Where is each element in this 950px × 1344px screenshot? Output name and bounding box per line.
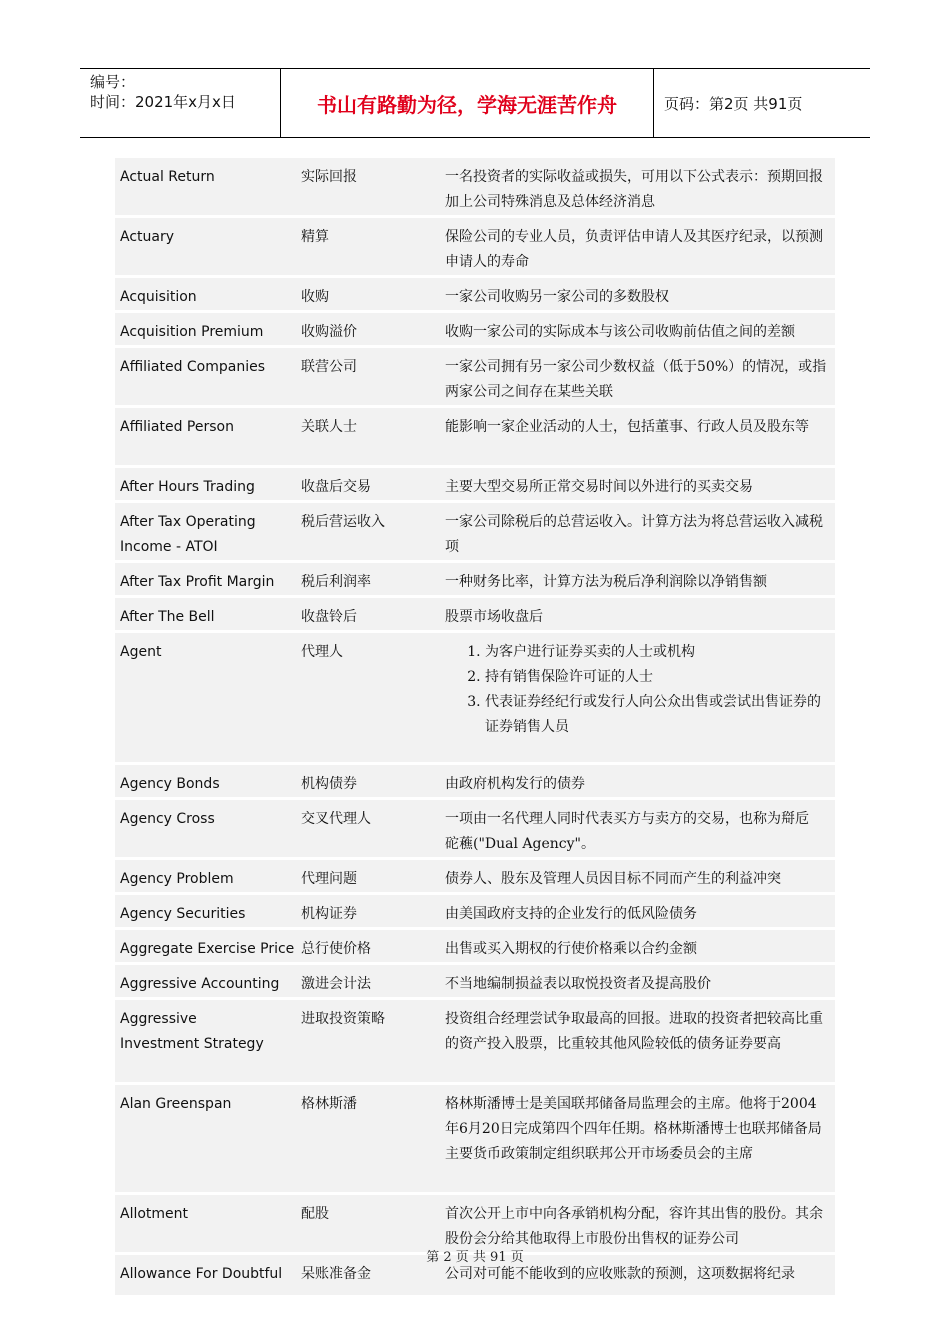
term-definition: 主要大型交易所正常交易时间以外进行的买卖交易 (445, 479, 753, 495)
term-chinese: 联营公司 (301, 359, 357, 375)
term-chinese: 代理问题 (301, 871, 357, 887)
term-chinese: 税后利润率 (301, 574, 371, 590)
term-chinese: 收盘铃后 (301, 609, 357, 625)
table-row (115, 563, 835, 595)
term-definition (440, 633, 835, 762)
term-english: After Hours Trading (120, 479, 255, 495)
term-english: After Tax Operating Income - ATOI (120, 514, 256, 555)
table-row (115, 503, 835, 560)
term-definition: 一种财务比率，计算方法为税后净利润除以净销售额 (445, 574, 767, 590)
term-chinese: 关联人士 (301, 419, 357, 435)
table-row (115, 633, 835, 762)
table-row (115, 313, 835, 345)
header-motto: 书山有路勤为径，学海无涯苦作舟 (281, 69, 654, 137)
term-english: Agency Problem (120, 871, 234, 887)
term-english: Agency Cross (120, 811, 215, 827)
term-definition: 一家公司拥有另一家公司少数权益（低于50%）的情况，或指两家公司之间存在某些关联 (445, 359, 827, 400)
table-row (115, 860, 835, 892)
term-definition: 由政府机构发行的债券 (445, 776, 585, 792)
header-time-label: 时间：2021年x月x日 (90, 93, 236, 111)
term-english: After Tax Profit Margin (120, 574, 275, 590)
table-row (115, 348, 835, 405)
term-definition: 一家公司收购另一家公司的多数股权 (445, 289, 669, 305)
table-row (115, 800, 835, 857)
table-row (115, 765, 835, 797)
term-definition: 公司对可能不能收到的应收账款的预测，这项数据将纪录 (445, 1266, 795, 1282)
term-english: Actuary (120, 229, 175, 245)
table-row (115, 218, 835, 275)
term-chinese: 税后营运收入 (301, 514, 385, 530)
table-row (115, 895, 835, 927)
term-chinese: 总行使价格 (301, 941, 371, 957)
term-english: Agency Bonds (120, 776, 220, 792)
term-chinese: 收购溢价 (301, 324, 357, 340)
term-chinese: 配股 (301, 1206, 329, 1222)
term-chinese: 格林斯潘 (301, 1096, 357, 1112)
term-definition: 保险公司的专业人员，负责评估申请人及其医疗纪录，以预测申请人的寿命 (445, 229, 823, 270)
term-english: Allowance For Doubtful (120, 1266, 283, 1282)
term-chinese: 收购 (301, 289, 329, 305)
term-chinese: 精算 (301, 229, 329, 245)
term-definition: 格林斯潘博士是美国联邦储备局监理会的主席。他将于2004年6月20日完成第四个四年任期。格林斯潘博士也联邦储备局主要货币政策制定组织联邦公开市场委员会的主席 (445, 1096, 822, 1162)
term-definition: 出售或买入期权的行使价格乘以合约金额 (445, 941, 697, 957)
term-definition: 不当地编制损益表以取悦投资者及提高股价 (445, 976, 711, 992)
term-english: Acquisition (120, 289, 197, 305)
header-meta (80, 69, 281, 137)
table-row (115, 468, 835, 500)
term-chinese: 实际回报 (301, 169, 357, 185)
term-english: Acquisition Premium (120, 324, 264, 340)
term-english: After The Bell (120, 609, 215, 625)
term-chinese: 进取投资策略 (301, 1011, 385, 1027)
term-chinese: 收盘后交易 (301, 479, 371, 495)
term-english: Affiliated Companies (120, 359, 266, 375)
glossary-table (115, 158, 835, 1298)
definition-list-item: 2. 持有销售保险许可证的人士 (485, 665, 827, 690)
term-chinese: 机构债券 (301, 776, 357, 792)
page-header (80, 68, 870, 138)
table-row (115, 1195, 835, 1252)
header-code-label: 编号： (90, 73, 136, 91)
term-chinese: 代理人 (301, 644, 343, 660)
term-definition: 一项由一名代理人同时代表买方与卖方的交易，也称为搿卮 砣藮("Dual Agency"。 (445, 811, 809, 852)
term-english: Aggressive Accounting (120, 976, 280, 992)
term-definition: 债券人、股东及管理人员因目标不同而产生的利益冲突 (445, 871, 781, 887)
term-definition: 由美国政府支持的企业发行的低风险债务 (445, 906, 697, 922)
term-chinese: 机构证券 (301, 906, 357, 922)
definition-list-item: 1. 为客户进行证券买卖的人士或机构 (485, 640, 827, 665)
term-definition: 投资组合经理尝试争取最高的回报。进取的投资者把较高比重的资产投入股票，比重较其他风险较低的债务证券要高 (445, 1011, 823, 1052)
table-row (115, 1000, 835, 1082)
table-row (115, 278, 835, 310)
header-page-label: 页码：第2页 共91页 (664, 94, 803, 113)
term-definition: 首次公开上市中向各承销机构分配，容许其出售的股份。其余股份会分给其他取得上市股份出售权的证券公司 (445, 1206, 823, 1247)
term-chinese: 呆账准备金 (301, 1266, 371, 1282)
term-definition: 一家公司除税后的总营运收入。计算方法为将总营运收入减税项 (445, 514, 823, 555)
term-definition: 一名投资者的实际收益或损失，可用以下公式表示：预期回报加上公司特殊消息及总体经济消息 (445, 169, 823, 210)
term-english: Agent (120, 644, 162, 660)
table-row (115, 408, 835, 465)
term-english: Affiliated Person (120, 419, 234, 435)
term-english: Actual Return (120, 169, 215, 185)
table-row (115, 930, 835, 962)
term-definition: 股票市场收盘后 (445, 609, 543, 625)
term-chinese: 激进会计法 (301, 976, 371, 992)
term-english: Alan Greenspan (120, 1096, 232, 1112)
term-english: Aggregate Exercise Price (120, 941, 295, 957)
term-english: Allotment (120, 1206, 189, 1222)
term-english: Agency Securities (120, 906, 246, 922)
table-row (115, 965, 835, 997)
table-row (115, 598, 835, 630)
term-definition: 能影响一家企业活动的人士，包括董事、行政人员及股东等 (445, 419, 809, 435)
table-row (115, 158, 835, 215)
page-footer: 第 2 页 共 91 页 (426, 1250, 524, 1265)
definition-list-item: 3. 代表证券经纪行或发行人向公众出售或尝试出售证券的证券销售人员 (485, 690, 827, 740)
term-definition: 收购一家公司的实际成本与该公司收购前估值之间的差额 (445, 324, 795, 340)
term-chinese: 交叉代理人 (301, 811, 371, 827)
term-english: Aggressive Investment Strategy (120, 1011, 264, 1052)
table-row (115, 1085, 835, 1192)
definition-list (445, 640, 827, 740)
